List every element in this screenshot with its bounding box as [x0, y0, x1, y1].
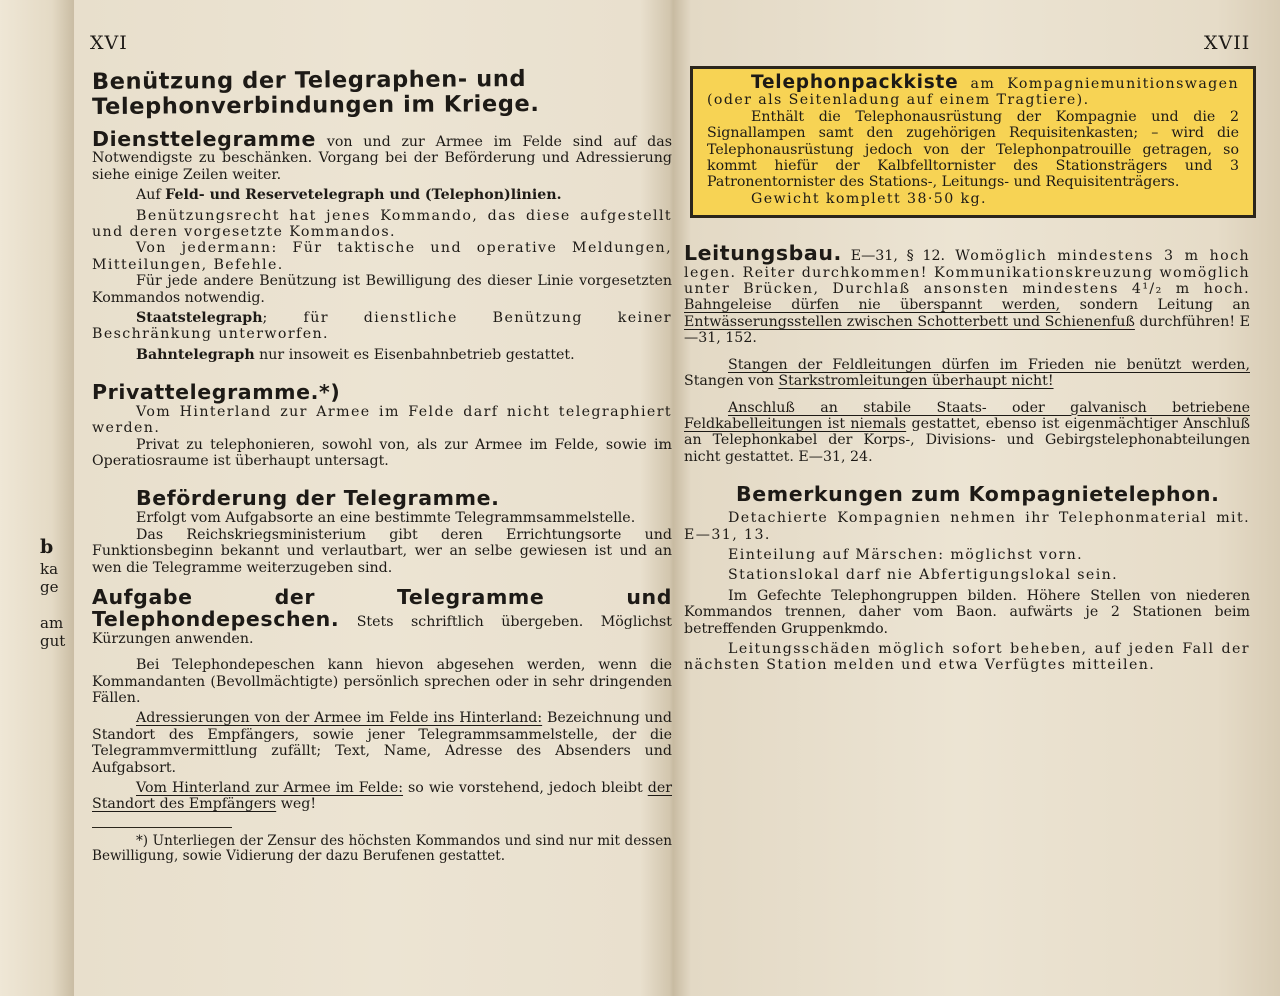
- vom-underlined: Vom Hinterland zur Armee im Felde:: [136, 780, 404, 796]
- leitungsbau-underlined-1: Bahngeleise dürfen nie überspannt werden,: [684, 297, 1061, 314]
- left-page: [76, 0, 676, 996]
- feld-bold: Feld- und Reservetelegraph und (Telephon)linien.: [165, 187, 562, 204]
- footnote-rule: [92, 827, 232, 828]
- box-title-line: [707, 72, 1239, 109]
- bemerkungen-paragraph-1: Detachierte Kompagnien nehmen ihr Telephonmaterial mit. E—31, 13.: [684, 510, 1250, 543]
- vom-text: so wie vorstehend, jedoch bleibt: [403, 780, 648, 796]
- benuetzung-paragraph: Benützungsrecht hat jenes Kommando, das diese aufgestellt und deren vorgesetzte Kommandos.: [92, 207, 672, 241]
- bahn-bold: Bahntelegraph: [136, 346, 255, 363]
- page-title: [92, 66, 672, 120]
- edge-fragment: b: [40, 536, 54, 558]
- staats-bold: Staatstelegraph: [136, 310, 263, 327]
- leitungsbau-text-a: Womöglich mindestens 3 m hoch legen. Reiter durchkommen! Kommunikationskreuzung womöglich unter Brücken, Durchlaß ansonsten mindestens 4¹/₂ m hoch.: [684, 248, 1250, 298]
- edge-fragment: ka: [40, 560, 59, 578]
- befoerderung-heading: Beförderung der Telegramme.: [136, 486, 500, 511]
- andere-paragraph: Für jede andere Benützung ist Bewilligung des dieser Linie vorgesetzten Kommandos notwendig.: [92, 273, 672, 306]
- leitungsbau-underlined-2: Entwässerungsstellen zwischen Schotterbett und Schienenfuß: [684, 313, 1135, 330]
- leitungsbau-text-c: durchführen! E—31, 152.: [684, 313, 1250, 347]
- leitungsbau-ref: E—31, § 12.: [841, 248, 946, 265]
- bemerkungen-paragraph-4: Im Gefechte Telephongruppen bilden. Höhere Stellen von niederen Kommandos trennen, daher vom Baon. aufwärts je 2 Stationen beim betreffenden Gruppenkmdo.: [684, 587, 1250, 637]
- page-number: XVI: [90, 32, 128, 54]
- vom-end: weg!: [276, 796, 317, 813]
- aufgabe-heading: Aufgabe der Telegramme und Telephondepeschen.: [92, 584, 672, 632]
- staats-paragraph: [92, 310, 672, 343]
- edge-fragment: gut: [40, 632, 66, 650]
- vom-underlined-2: der Standort des Empfängers: [92, 780, 673, 813]
- footnote: *) Unterliegen der Zensur des höchsten Kommandos und sind nur mit dessen Bewilligung, sowie Vidierung der dazu Berufenen gestattet.: [92, 832, 672, 865]
- box-weight: Gewicht komplett 38·50 kg.: [751, 190, 987, 207]
- box-title: Telephonpackkiste: [751, 72, 959, 93]
- right-column: [684, 66, 1250, 674]
- vom-paragraph: [92, 780, 672, 813]
- adress-underlined: Adressierungen von der Armee im Felde ins Hinterland:: [136, 710, 543, 727]
- stangen-paragraph: [684, 357, 1250, 390]
- privat-paragraph-1: Vom Hinterland zur Armee im Felde darf nicht telegraphiert werden.: [92, 403, 672, 437]
- bemerkungen-paragraph-5: Leitungsschäden möglich sofort beheben, auf jeden Fall der nächsten Station melden und etwa Verfügtes mitteilen.: [684, 640, 1250, 674]
- leitungsbau-heading: Leitungsbau.: [684, 241, 842, 266]
- bemerkungen-heading: Bemerkungen zum Kompagnietelephon.: [736, 482, 1220, 507]
- privat-heading: Privattelegramme.*): [92, 380, 341, 405]
- anschluss-underlined: Anschluß an stabile Staats- oder galvanisch betriebene Feldkabelleitungen ist niemals: [684, 399, 1250, 432]
- left-column: [91, 65, 673, 865]
- anschluss-text: gestattet, ebenso ist eigenmächtiger Anschluß an Telephonkabel der Korps-, Divisions- und Gebirgstelephonabteilungen nicht gestattet. E—31, 24.: [684, 415, 1251, 465]
- dienst-heading: Diensttelegramme: [92, 127, 317, 151]
- adress-paragraph: [92, 710, 672, 776]
- bahn-text: nur insoweit es Eisenbahnbetrieb gestattet.: [254, 346, 575, 363]
- telephondepeschen-paragraph: Bei Telephondepeschen kann hievon abgesehen werden, wenn die Kommandanten (Bevollmächtigte) persönlich sprechen oder in sehr dringenden Fällen.: [92, 657, 672, 706]
- dienst-text: von und zur Armee im Felde sind auf das Notwendigste zu beschänken. Vorgang bei der Beförderung und Adressierung siehe einige Zeilen weiter.: [92, 134, 672, 183]
- jedermann-paragraph: Von jedermann: Für taktische und operative Meldungen, Mitteilungen, Befehle.: [92, 240, 672, 273]
- bemerkungen-paragraph-3: Stationslokal darf nie Abfertigungslokal sein.: [728, 567, 1119, 584]
- leitungsbau-text-b: sondern Leitung an: [1060, 297, 1250, 314]
- box-paragraph: Enthält die Telephonausrüstung der Kompagnie und die 2 Signallampen samt den zugehörigen Requisitenkasten; – wird die Telephonausrüstung jedoch von der Telephonpatrouille getragen, so kommt hiefür der Kalbfelltornister des Stationsträgers und 3 Patronentornister des Stations-, Leitungs- und Requisitenträgers.: [707, 108, 1239, 191]
- edge-fragment: am: [40, 614, 64, 632]
- title-line: Telephonverbindungen im Kriege.: [92, 90, 540, 121]
- feld-prefix: Auf: [136, 187, 166, 204]
- feld-paragraph: [92, 187, 672, 203]
- box-title-rest: am Kompagniemunitionswagen (oder als Seitenladung auf einem Tragtiere).: [707, 76, 1239, 109]
- telephonpackkiste-box: [690, 66, 1256, 218]
- previous-page-edge: [0, 0, 74, 996]
- page-number: XVII: [1204, 32, 1251, 54]
- adress-text: Bezeichnung und Standort des Empfängers, sowie jener Telegrammsammelstelle, der die Telegrammvermittlung zufällt; Text, Name, Adresse des Absenders und Aufgabsort.: [92, 710, 672, 776]
- aufgabe-text: Stets schriftlich übergeben. Möglichst Kürzungen anwenden.: [92, 614, 672, 647]
- privat-paragraph-2: Privat zu telephonieren, sowohl von, als zur Armee im Felde, sowie im Operatiosraume ist überhaupt untersagt.: [92, 436, 672, 469]
- stangen-underlined: Stangen der Feldleitungen dürfen im Frieden nie benützt werden,: [728, 356, 1250, 373]
- title-line: Benützung der Telegraphen- und: [91, 65, 527, 96]
- edge-fragment: ge: [40, 578, 59, 596]
- anschluss-paragraph: [684, 400, 1250, 466]
- stangen-text: Stangen von: [684, 373, 779, 390]
- befoerderung-paragraph-2: Das Reichskriegsministerium gibt deren Errichtungsorte und Funktionsbeginn bekannt und verlautbart, wer an selbe gewiesen ist und an wen die Telegramme weiterzugeben sind.: [92, 526, 672, 576]
- right-page: [680, 0, 1280, 996]
- stangen-underlined-2: Starkstromleitungen überhaupt nicht!: [778, 373, 1054, 390]
- befoerderung-paragraph-1: Erfolgt vom Aufgabsorte an eine bestimmte Telegrammsammelstelle.: [136, 510, 636, 527]
- bahn-paragraph: [92, 347, 672, 363]
- bemerkungen-paragraph-2: Einteilung auf Märschen: möglichst vorn.: [728, 546, 1084, 563]
- staats-text: ; für dienstliche Benützung keiner Beschränkung unterworfen.: [92, 310, 672, 343]
